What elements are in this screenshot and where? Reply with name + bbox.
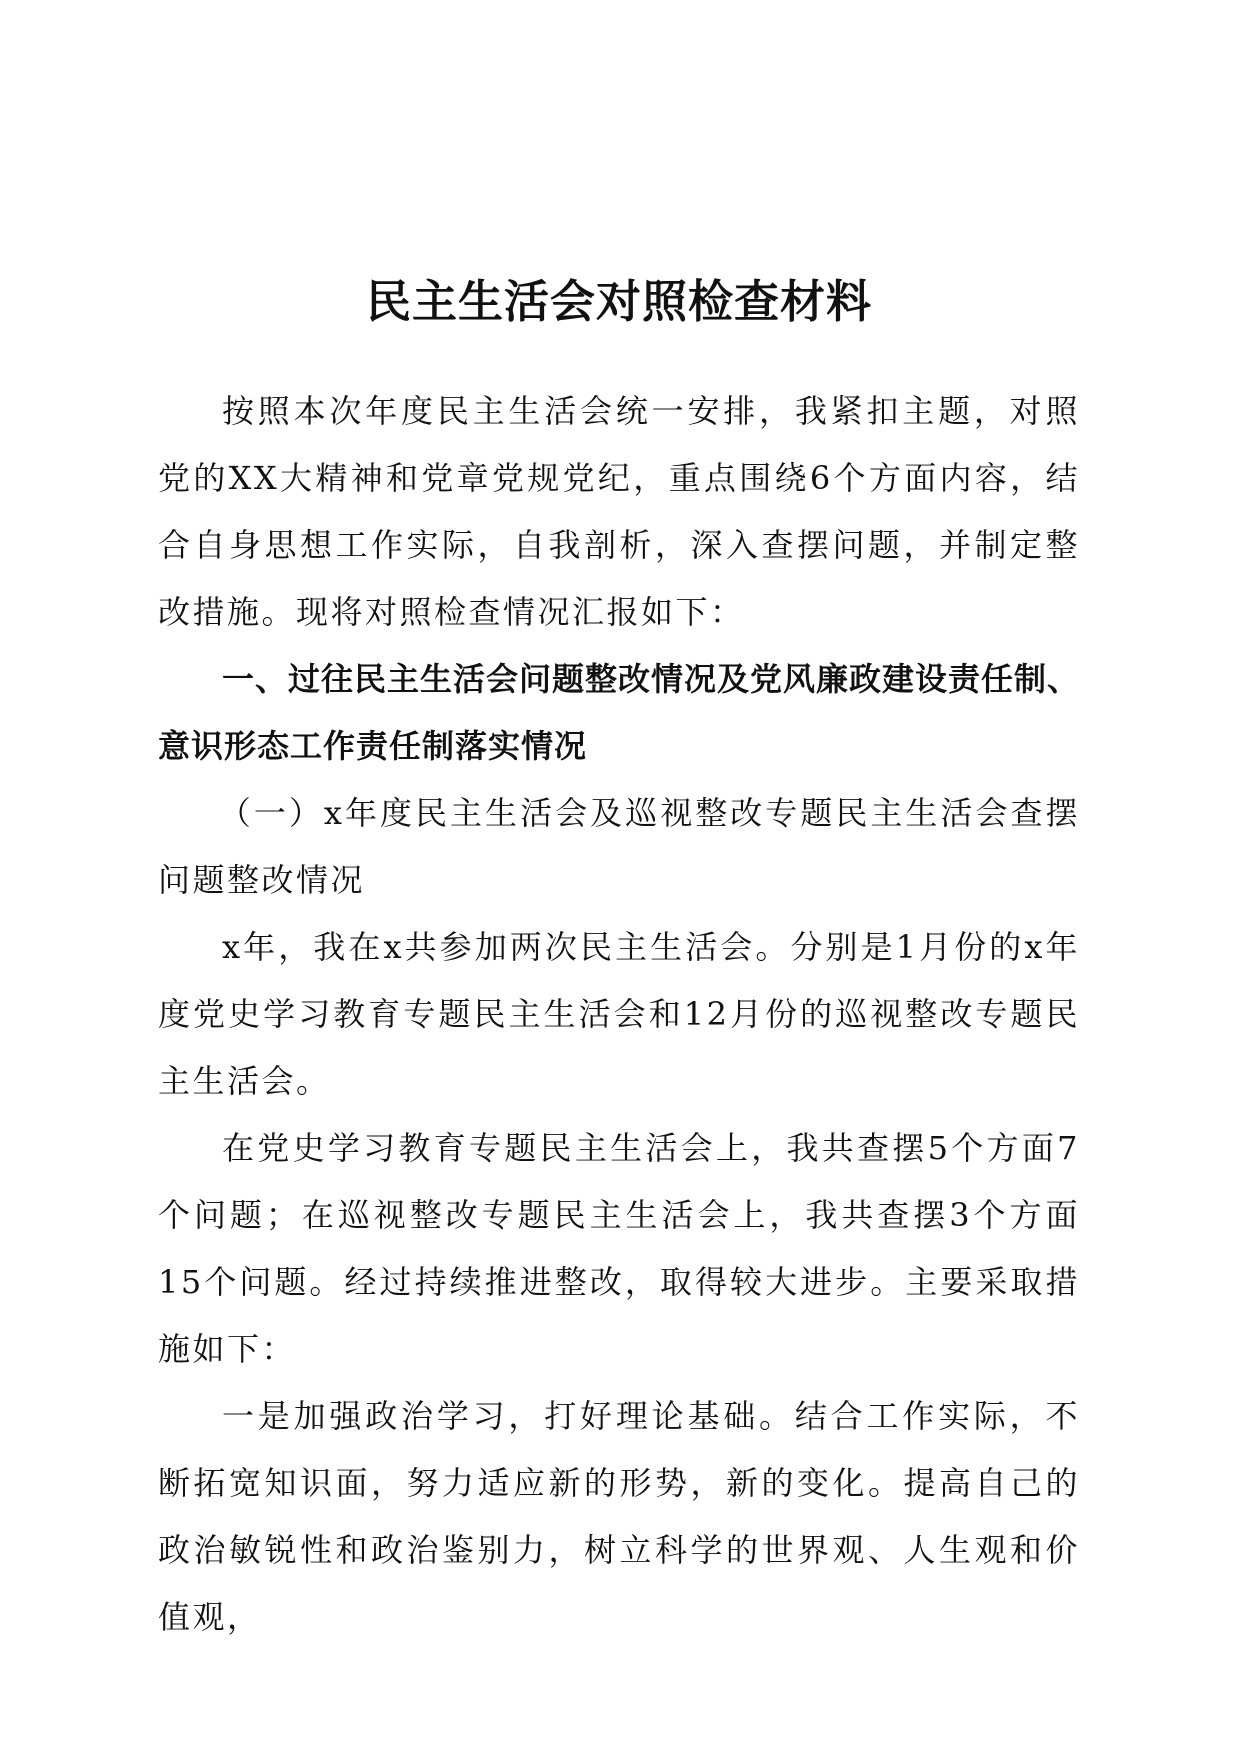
document-body [158, 378, 1080, 1651]
subsection-heading-1: （一）x年度民主生活会及巡视整改专题民主生活会查摆问题整改情况 [158, 794, 1080, 899]
body-paragraph-2: 在党史学习教育专题民主生活会上，我共查摆5个方面7个问题；在巡视整改专题民主生活会上，我共查摆3个方面15个问题。经过持续推进整改，取得较大进步。主要采取措施如下： [158, 1129, 1080, 1368]
body-paragraph-3: 一是加强政治学习，打好理论基础。结合工作实际，不断拓宽知识面，努力适应新的形势，新的变化。提高自己的政治敏锐性和政治鉴别力，树立科学的世界观、人生观和价值观， [158, 1397, 1080, 1636]
section-heading-1: 一、过往民主生活会问题整改情况及党风廉政建设责任制、意识形态工作责任制落实情况 [158, 660, 1081, 765]
document-title: 民主生活会对照检查材料 [365, 275, 872, 329]
body-paragraph-1: x年，我在x共参加两次民主生活会。分别是1月份的x年度党史学习教育专题民主生活会和12月份的巡视整改专题民主生活会。 [158, 928, 1080, 1100]
intro-paragraph: 按照本次年度民主生活会统一安排，我紧扣主题，对照党的XX大精神和党章党规党纪，重点围绕6个方面内容，结合自身思想工作实际，自我剖析，深入查摆问题，并制定整改措施。现将对照检查情况汇报如下： [158, 392, 1080, 631]
